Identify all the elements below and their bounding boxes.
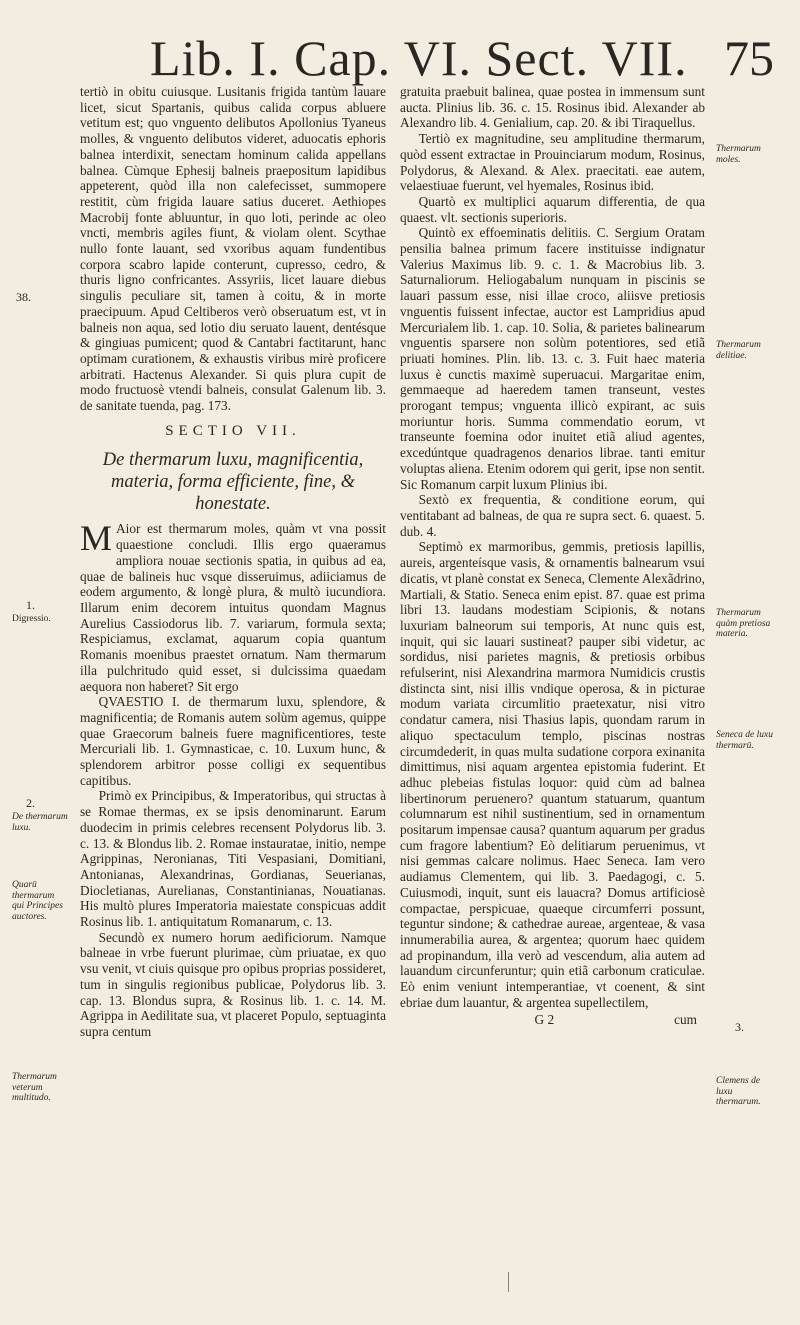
paragraph-quarto: Quartò ex multiplici aquarum differentia, de qua quaest. vlt. sectionis superioris.: [400, 193, 705, 225]
paragraph-septimo: Septimò ex marmoribus, gemmis, pretiosis lapillis, aureis, argenteísque vasis, & ornamentis balnearum vsui dicatis, vt planè constat ex Seneca, Clemente Alexãdrino, Martiali, & Statio. Seneca enim epist. 87. quae est prima libri 13. laudans modestiam Scipionis, & notans luxuriam balneorum sui temporis, At nunc quis est, inquit, qui sic lauari sustineat? pauper sibi videtur, ac sordidus, nisi parietes magnis, & pretiosis orbibus refulserint, nisi Alexandrina marmora Numidicis crustis distincta sint, nisi illis vndique operosa, & in picturae modum variata circumlitio praetexatur, nisi vitro condatur camera, nisi Thasius lapis, quondam rarum in aliquo spectaculum templo, piscinas nostras circumdederit, in quas multa sudatione corpora exinanita dimittimus, nisi aquam argentea epistomia fuderint. Et adhuc plebeias fistulas loquor: quid cùm ad balnea libertinorum peruenero? quantum statuarum, quantum columnarum est nihil sustinentium, sed in ornamentum positarum impensae causa? quantum aquarum per gradus cum fragore labentium? Eò delitiarum peruenimus, vt nisi gemmas calcare nolimus. Haec Seneca. Iam vero audiamus Clementem, qui lib. 3. Paedagogi, c. 5. Cuiusmodi, inquit, sunt eis lauacra? Domus artificiosè compactae, perspicuae, quaeque circumferri possunt, teguntur sindone; & cathedrae aureae, argenteae, & vasa innumerabilia aurea, & argentea; quorum haec quidem ad propinandum, illa verò ad vescendum, alia autem ad lauandum circunferuntur; quin etiã carbonum craticulae. Eò enim veniunt intemperantiae, vt coenent, & sint ebriae dum lauantur, & argentea supellectilem,: [400, 539, 705, 1010]
margin-note-multitudo: Thermarum veterum multitudo.: [12, 1072, 57, 1103]
paragraph-digression: [80, 518, 386, 694]
margin-note-digressio: Digressio.: [12, 614, 51, 624]
intro-paragraph: tertiò in obitu cuiusque. Lusitanis frigida tantùm lauare licet, sicut Spartanis, quibus calida corpus abluere vetitum est; quo vnguento delibutos Apollonius Tyaneus molles, & vnguento delibutos videret, aduocatis ephoris balnea interdixit, senectam hominum calida appellans balnea. Cùmque Ephesij balneis praepositum lapidibus appeterent, quòd illa non calefecisset, summopere restitit, cùm frigida lauare satius duceret. Aethiopes Macrobij fonte abluuntur, in quo loti, perinde ac oleo vncti, membris agiles fiunt, & violam olent. Scythae nullo fonte lauant, sed vxoribus aquam fundentibus corpora scabro lapide conterunt, cupresso, cedro, & thuris ligno confricantes. Assyriis, licet lauare diebus singulis peculiare sit, tamen à coitu, & in morte praecipuum. Apud Celtiberos verò obseruatum est, vt in balneis non aqua, sed lotio diu seruato lauent, dentésque & gingiuas pumicent; quod & Cantabri factitarunt, hanc optimam curationem, & exhaustis viribus mirè proficere arbitrati. Hactenus Alexander. Si quis plura cupit de modo fructuosè vtendi balneis, consulat Galenum lib. 3. de sanitate tuenda, pag. 173.: [80, 84, 386, 414]
drop-cap: M: [80, 518, 113, 559]
margin-note-delitiae: Thermarum delitiae.: [716, 340, 761, 361]
ink-mark: [508, 1272, 509, 1292]
margin-note-clemens: Clemens de luxu thermarum.: [716, 1076, 761, 1107]
right-text-column: [400, 84, 705, 1028]
catchword: cum: [674, 1012, 697, 1028]
margin-note-materia: Thermarum quàm pretiosa materia.: [716, 608, 771, 639]
running-title: Lib. I. Cap. VI. Sect. VII.: [150, 30, 688, 86]
margin-number-1: 1.: [26, 598, 35, 612]
paragraph-quinto: Quintò ex effoeminatis delitiis. C. Sergium Oratam pensilia balnea primum facere instituisse indignatur Valerius Maximus lib. 9. c. 1. & Macrobius lib. 3. Saturnaliorum. Heliogabalum nunquam in piscinis se lauari passum esse, nisi illae croco, aliisve pretiosis vnguentis fuissent infectae, auctor est Lampridius apud Mercurialem lib. 1. cap. 10. Solia, & parietes balinearum vnguentis sparsere non solùm potentiores, sed etiã priuati homines. Plin. lib. 13. c. 3. Fuit haec materia luxus è cunctis maximè superuacui. Margaritae enim, gemmaeque ad haeredem tamen transeunt, vestes prorogant tempus; vnguenta illicò expirant, ac suis moriuntur horis. Summa commendatio eorum, vt transeunte foemina odor inuitet etiã aliud agentes, excedúntque quadragenos denarios librae. tanti emitur voluptas aliena. Etenim odorem qui gerit, ipse non sentit. Sic Romanum carpit luxum Plinius ibi.: [400, 225, 705, 492]
margin-number-2: 2.: [26, 796, 35, 810]
paragraph-quaestio: QVAESTIO I. de thermarum luxu, splendore, & magnificentia; de Romanis autem solùm agemus, quippe quae Graecorum balneis fuere magnificentiores, teste Mercuriali lib. 1. Gymnasticae, c. 10. Luxum hunc, & splendorem arbitror posse colligi ex sequentibus capitibus.: [80, 694, 386, 788]
margin-number-38: 38.: [16, 290, 31, 304]
paragraph-sexto: Sextò ex frequentia, & conditione eorum, qui ventitabant ad balneas, de qua re supra sect. 6. quaest. 5. dub. 4.: [400, 492, 705, 539]
footer-line: [400, 1012, 705, 1028]
section-label: SECTIO VII.: [165, 422, 301, 439]
page-number: 75: [724, 30, 774, 86]
signature-mark: G 2: [534, 1012, 555, 1028]
paragraph-continuation: gratuita praebuit balinea, quae postea in immensum sunt aucta. Plinius lib. 36. c. 15. Rosinus ibid. Alexander ab Alexandro lib. 4. Genialium, cap. 20. & ibi Tiraquellus.: [400, 84, 705, 131]
margin-note-luxu: De thermarum luxu.: [12, 812, 68, 833]
paragraph-multitudo: Secundò ex numero horum aedificiorum. Namque balneae in vrbe fuerunt plurimae, cùm priuatae, ex quo vsu venit, vt ciuis quisque pro opibus proprias possideret, tum in singulis regionibus publicae, Polydorus lib. 3. cap. 13. Blondus supra, & Rosinus lib. 1. c. 14. M. Agrippa in Aedilitate sua, vt placeret Populo, septuaginta supra centum: [80, 929, 386, 1039]
paragraph-digression-text: Aior est thermarum moles, quàm vt vna possit quaestione concludi. Illis ergo quaeramus ampliora nouae sectionis spatia, in quibus ad ea, quae de balineis huc vsque disseruimus, adiiciamus de eodem argumento, & longè plura, & multò iucundiora. Illarum enim decorem intuitus quondam Magnus Aurelius Cassiodorus lib. 7. variarum, formula sexta; Respiciamus, exclamat, aquarum copia quantum Romanis moenibus praestet ornatum. Nam thermarum illa pulchritudo quid esset, si dulcissima quaedam aequora non haberet? Sit ergo: [80, 521, 386, 694]
paragraph-principes: Primò ex Principibus, & Imperatoribus, qui structas à se Romae thermas, ex se ipsis denominarunt. Earum duodecim in primis celebres recensent Polydorus lib. 3. c. 13. & Blondus lib. 2. Romae instauratae, initio, nempe Agrippinas, Neronianas, Titi Vespasiani, Domitiani, Antonianas, Alexandrinas, Gordianas, Seuerianas, Diocletianas, Aurelianas, Constantinianas, Nouatianas. His multò plures Imperatoria maiestate conspicuas addit Rosinus lib. 1. antiquitatum Romanarum, c. 13.: [80, 788, 386, 930]
left-text-column: [80, 84, 386, 1040]
margin-note-principes: Quarū thermarum qui Principes auctores.: [12, 880, 63, 922]
margin-note-moles: Thermarum moles.: [716, 144, 761, 165]
paragraph-tertio: Tertiò ex magnitudine, seu amplitudine thermarum, quòd essent extractae in Prouinciarum modum, Rosinus, Polydorus, & Alexand. & Alex. praecitati. eae autem, velaestiuae fuerunt, vel hyemales, Rosinus ibid.: [400, 131, 705, 194]
margin-note-seneca: Seneca de luxu thermarū.: [716, 730, 773, 751]
section-title: De thermarum luxu, magnificentia, materia, forma efficiente, fine, & honestate.: [102, 450, 364, 515]
margin-number-3: 3.: [735, 1020, 744, 1034]
